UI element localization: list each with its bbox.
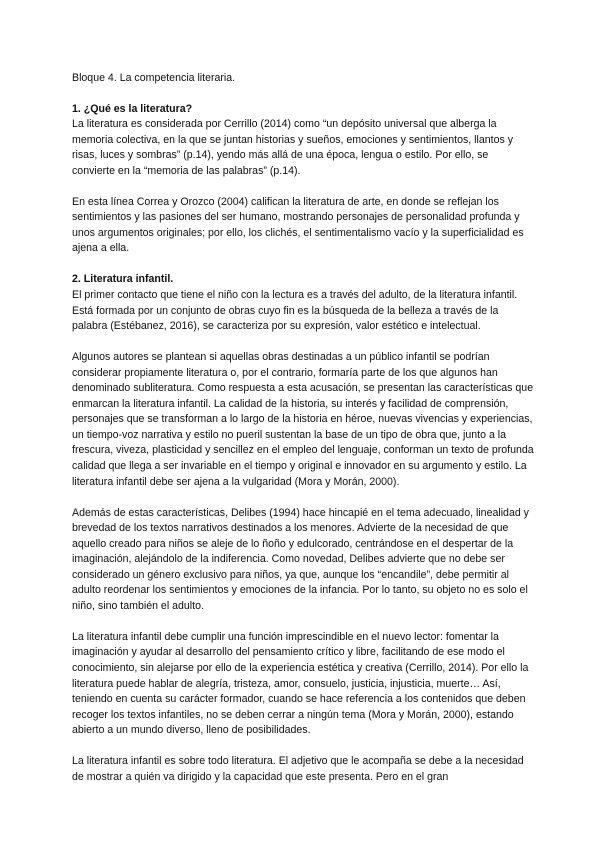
section-heading: 2. Literatura infantil. [72,273,174,286]
paragraph: Además de estas características, Delibes (1994) hace hincapié en el tema adecuado, linealidad y brevedad de los textos narrativos destinados a los menores. Advierte de la necesidad de que aquello creado para niños se aleje de lo ñoño y edulcorado, centrándose en el despertar de la imaginación, alejándolo de la indiferencia. Como novedad, Delibes advierte que no debe ser considerado un género exclusivo para niños, ya que, aunque los “encandile”, debe permitir al adulto reordenar los sentimientos y emociones de la infancia. Por lo tanto, su objeto no es solo el niño, sino también el adulto. [72,506,529,612]
section-what-is-literature [72,102,534,257]
document-title: Bloque 4. La competencia literaria. [72,72,236,84]
paragraph: Algunos autores se plantean si aquellas obras destinadas a un público infantil se podrían considerar propiamente literatura o, por el contrario, formaría parte de los que algunos han denominado subliteratura. Como respuesta a esta acusación, se presentan las características que enmarcan la literatura infantil. La calidad de la historia, su interés y facilidad de comprensión, personajes que se transforman a lo largo de la historia en héroe, nuevas vivencias y experiencias, un tiempo-voz narrativa y estilo no pueril sustentan la base de un tipo de obra que, junto a la frescura, viveza, plasticidad y sencillez en el empleo del lenguaje, conforman un texto de profunda calidad que llega a ser invariable en el tiempo y original e innovador en su argumento y estilo. La literatura infantil debe ser ajena a la vulgaridad (Mora y Morán, 2000). [72,351,534,488]
paragraph: La literatura infantil debe cumplir una función imprescindible en el nuevo lector: fomentar la imaginación y ayudar al desarrollo del pensamiento crítico y libre, facilitando de ese modo el conocimiento, sin alejarse por ello de la experiencia estética y creativa (Cerrillo, 2014). Por ello la literatura puede hablar de alegría, tristeza, amor, consuelo, justicia, injusticia, muerte… Así, teniendo en cuenta su carácter formador, cuando se hace referencia a los contenidos que deben recoger los textos infantiles, no se deben cerrar a ningún tema (Mora y Morán, 2000), estando abierto a un mundo diverso, lleno de posibilidades. [72,630,529,737]
paragraph: La literatura infantil es sobre todo literatura. El adjetivo que le acompaña se debe a la necesidad de mostrar a quién va dirigido y la capacidad que este presenta. Pero en el gran [72,755,524,783]
paragraph: El primer contacto que tiene el niño con la lectura es a través del adulto, de la literatura infantil. Está formada por un conjunto de obras cuyo fin es la búsqueda de la belleza a través de la palabra (Estébanez, 2016), se caracteriza por su expresión, valor estético e intelectual. [72,289,518,333]
paragraph: La literatura es considerada por Cerrillo (2014) como “un depósito universal que alberga la memoria colectiva, en la que se juntan historias y sueños, emociones y sentimientos, llantos y risas, luces y sombras” (p.14), yendo más allá de una época, lengua o estilo. Por ello, se convierte en la “memoria de las palabras” (p.14). [72,118,514,177]
paragraph: En esta línea Correa y Orozco (2004) califican la literatura de arte, en donde se reflejan los sentimientos y las pasiones del ser humano, mostrando personajes de personalidad profunda y unos argumentos originales; por ello, los clichés, el sentimentalismo vacío y la superficialidad es ajena a ella. [72,195,524,255]
section-childrens-literature [72,272,534,785]
section-heading: 1. ¿Qué es la literatura? [72,102,193,115]
document-page [72,71,534,801]
